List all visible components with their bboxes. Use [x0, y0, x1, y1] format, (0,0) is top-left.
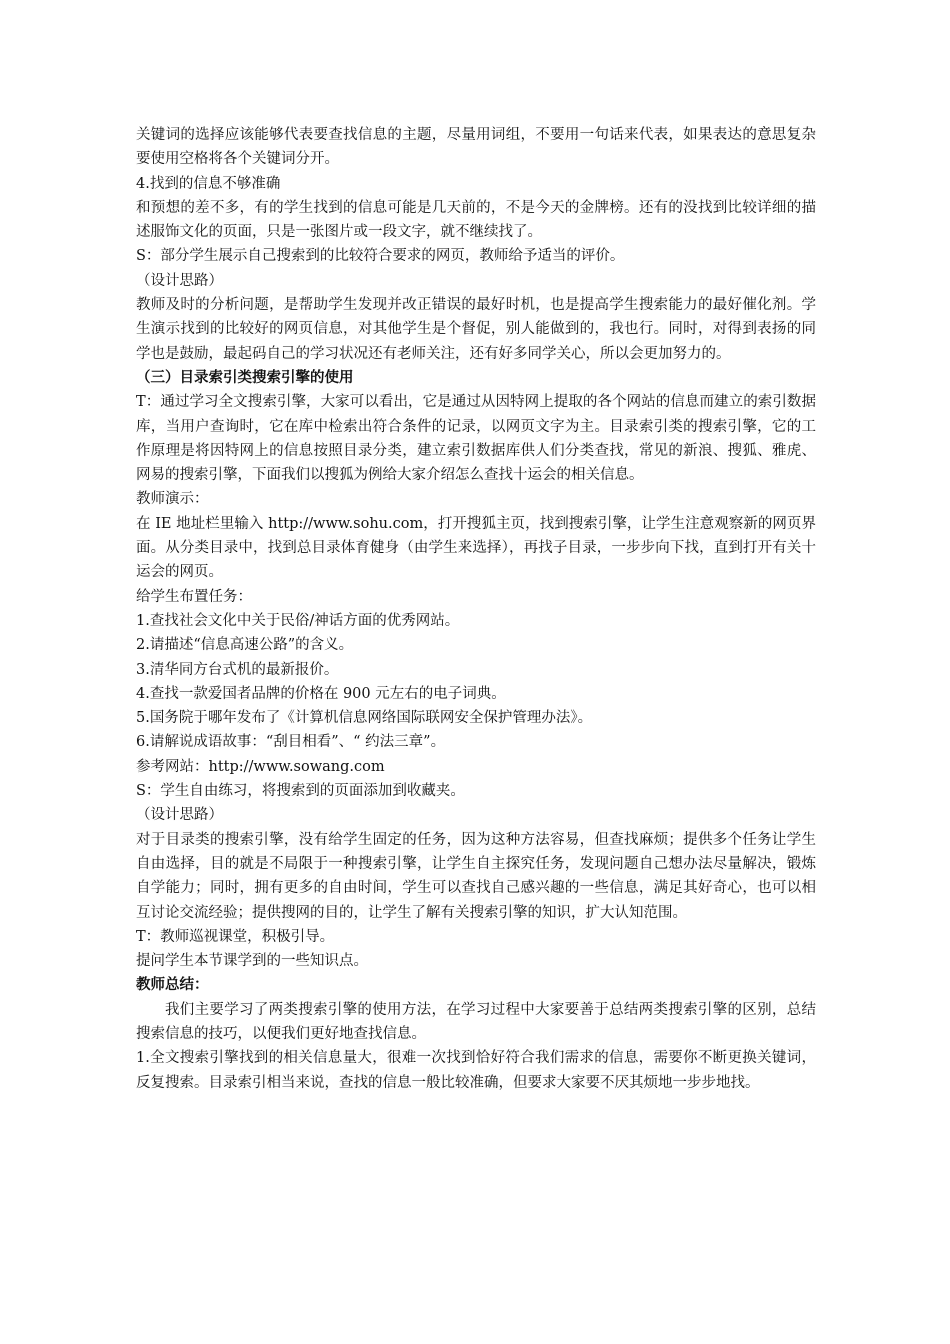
paragraph-teacher-patrol: T：教师巡视课堂，积极引导。 [136, 928, 335, 945]
task-item-1: 1.查找社会文化中关于民俗/神话方面的优秀网站。 [136, 612, 460, 629]
paragraph-expected-results: 和预想的差不多，有的学生找到的信息可能是几天前的，不是今天的金牌榜。还有的没找到比较详细的描述服饰文化的页面，只是一张图片或一段文字，就不继续找了。 [136, 199, 816, 241]
label-design-idea: （设计思路） [136, 272, 223, 289]
paragraph-student-demo: S：部分学生展示自己搜索到的比较符合要求的网页，教师给予适当的评价。 [136, 248, 625, 265]
heading-teacher-summary: 教师总结： [136, 976, 209, 994]
task-item-6: 6.请解说成语故事：“刮目相看”、“ 约法三章”。 [136, 734, 446, 751]
reference-site: 参考网站：http://www.sowang.com [136, 758, 385, 775]
paragraph-ask-students: 提问学生本节课学到的一些知识点。 [136, 953, 368, 970]
heading-inaccurate-info: 4.找到的信息不够准确 [136, 175, 281, 192]
paragraph-summary-point-1: 1.全文搜索引擎找到的相关信息量大，很难一次找到恰好符合我们需求的信息，需要你不断更换关键词，反复搜索。目录索引相当来说，查找的信息一般比较准确，但要求大家要不厌其烦地一步步地找。 [136, 1050, 816, 1091]
label-assign-tasks: 给学生布置任务： [136, 588, 252, 605]
document-page [136, 123, 816, 1095]
paragraph-keyword-advice: 关键词的选择应该能够代表要查找信息的主题，尽量用词组，不要用一句话来代表，如果表达的意思复杂要使用空格将各个关键词分开。 [136, 127, 816, 168]
task-item-2: 2.请描述“信息高速公路”的含义。 [136, 637, 354, 654]
paragraph-design-idea-2: 对于目录类的搜索引擎，没有给学生固定的任务，因为这种方法容易，但查找麻烦；提供多个任务让学生自由选择，目的就是不局限于一种搜索引擎，让学生自主探究任务，发现问题自己想办法尽量解决，锻炼自学能力；同时，拥有更多的自由时间，学生可以查找自己感兴趣的一些信息，满足其好奇心，也可以相互讨论交流经验；提供搜网的目的，让学生了解有关搜索引擎的知识，扩大认知范围。 [136, 831, 816, 921]
label-design-idea-2: （设计思路） [136, 807, 223, 824]
paragraph-student-practice: S：学生自由练习，将搜索到的页面添加到收藏夹。 [136, 783, 465, 800]
paragraph-demo-steps: 在 IE 地址栏里输入 http://www.sohu.com，打开搜狐主页，找到搜索引擎，让学生注意观察新的网页界面。从分类目录中，找到总目录体育健身（由学生来选择），再找子目录，一步步向下找，直到打开有关十运会的网页。 [136, 515, 816, 581]
paragraph-summary-intro: 我们主要学习了两类搜索引擎的使用方法，在学习过程中大家要善于总结两类搜索引擎的区别，总结搜索信息的技巧，以便我们更好地查找信息。 [136, 1001, 816, 1042]
task-item-4: 4.查找一款爱国者品牌的价格在 900 元左右的电子词典。 [136, 685, 506, 702]
task-item-5: 5.国务院于哪年发布了《计算机信息网络国际联网安全保护管理办法》。 [136, 710, 593, 727]
task-item-3: 3.清华同方台式机的最新报价。 [136, 661, 339, 678]
paragraph-design-idea-1: 教师及时的分析问题，是帮助学生发现并改正错误的最好时机，也是提高学生搜索能力的最好催化剂。学生演示找到的比较好的网页信息，对其他学生是个督促，别人能做到的，我也行。同时，对得到表扬的同学也是鼓励，最起码自己的学习状况还有老师关注，还有好多同学关心，所以会更加努力的。 [136, 297, 816, 362]
paragraph-teacher-intro: T：通过学习全文搜索引擎，大家可以看出，它是通过从因特网上提取的各个网站的信息而建立的索引数据库，当用户查询时，它在库中检索出符合条件的记录，以网页文字为主。目录索引类的搜索引擎，它的工作原理是将因特网上的信息按照目录分类，建立索引数据库供人们分类查找，常见的新浪、搜狐、雅虎、网易的搜索引擎，下面我们以搜狐为例给大家介绍怎么查找十运会的相关信息。 [136, 394, 816, 484]
label-teacher-demo: 教师演示： [136, 491, 209, 508]
section-heading-directory-search: （三）目录索引类搜索引擎的使用 [136, 368, 354, 386]
